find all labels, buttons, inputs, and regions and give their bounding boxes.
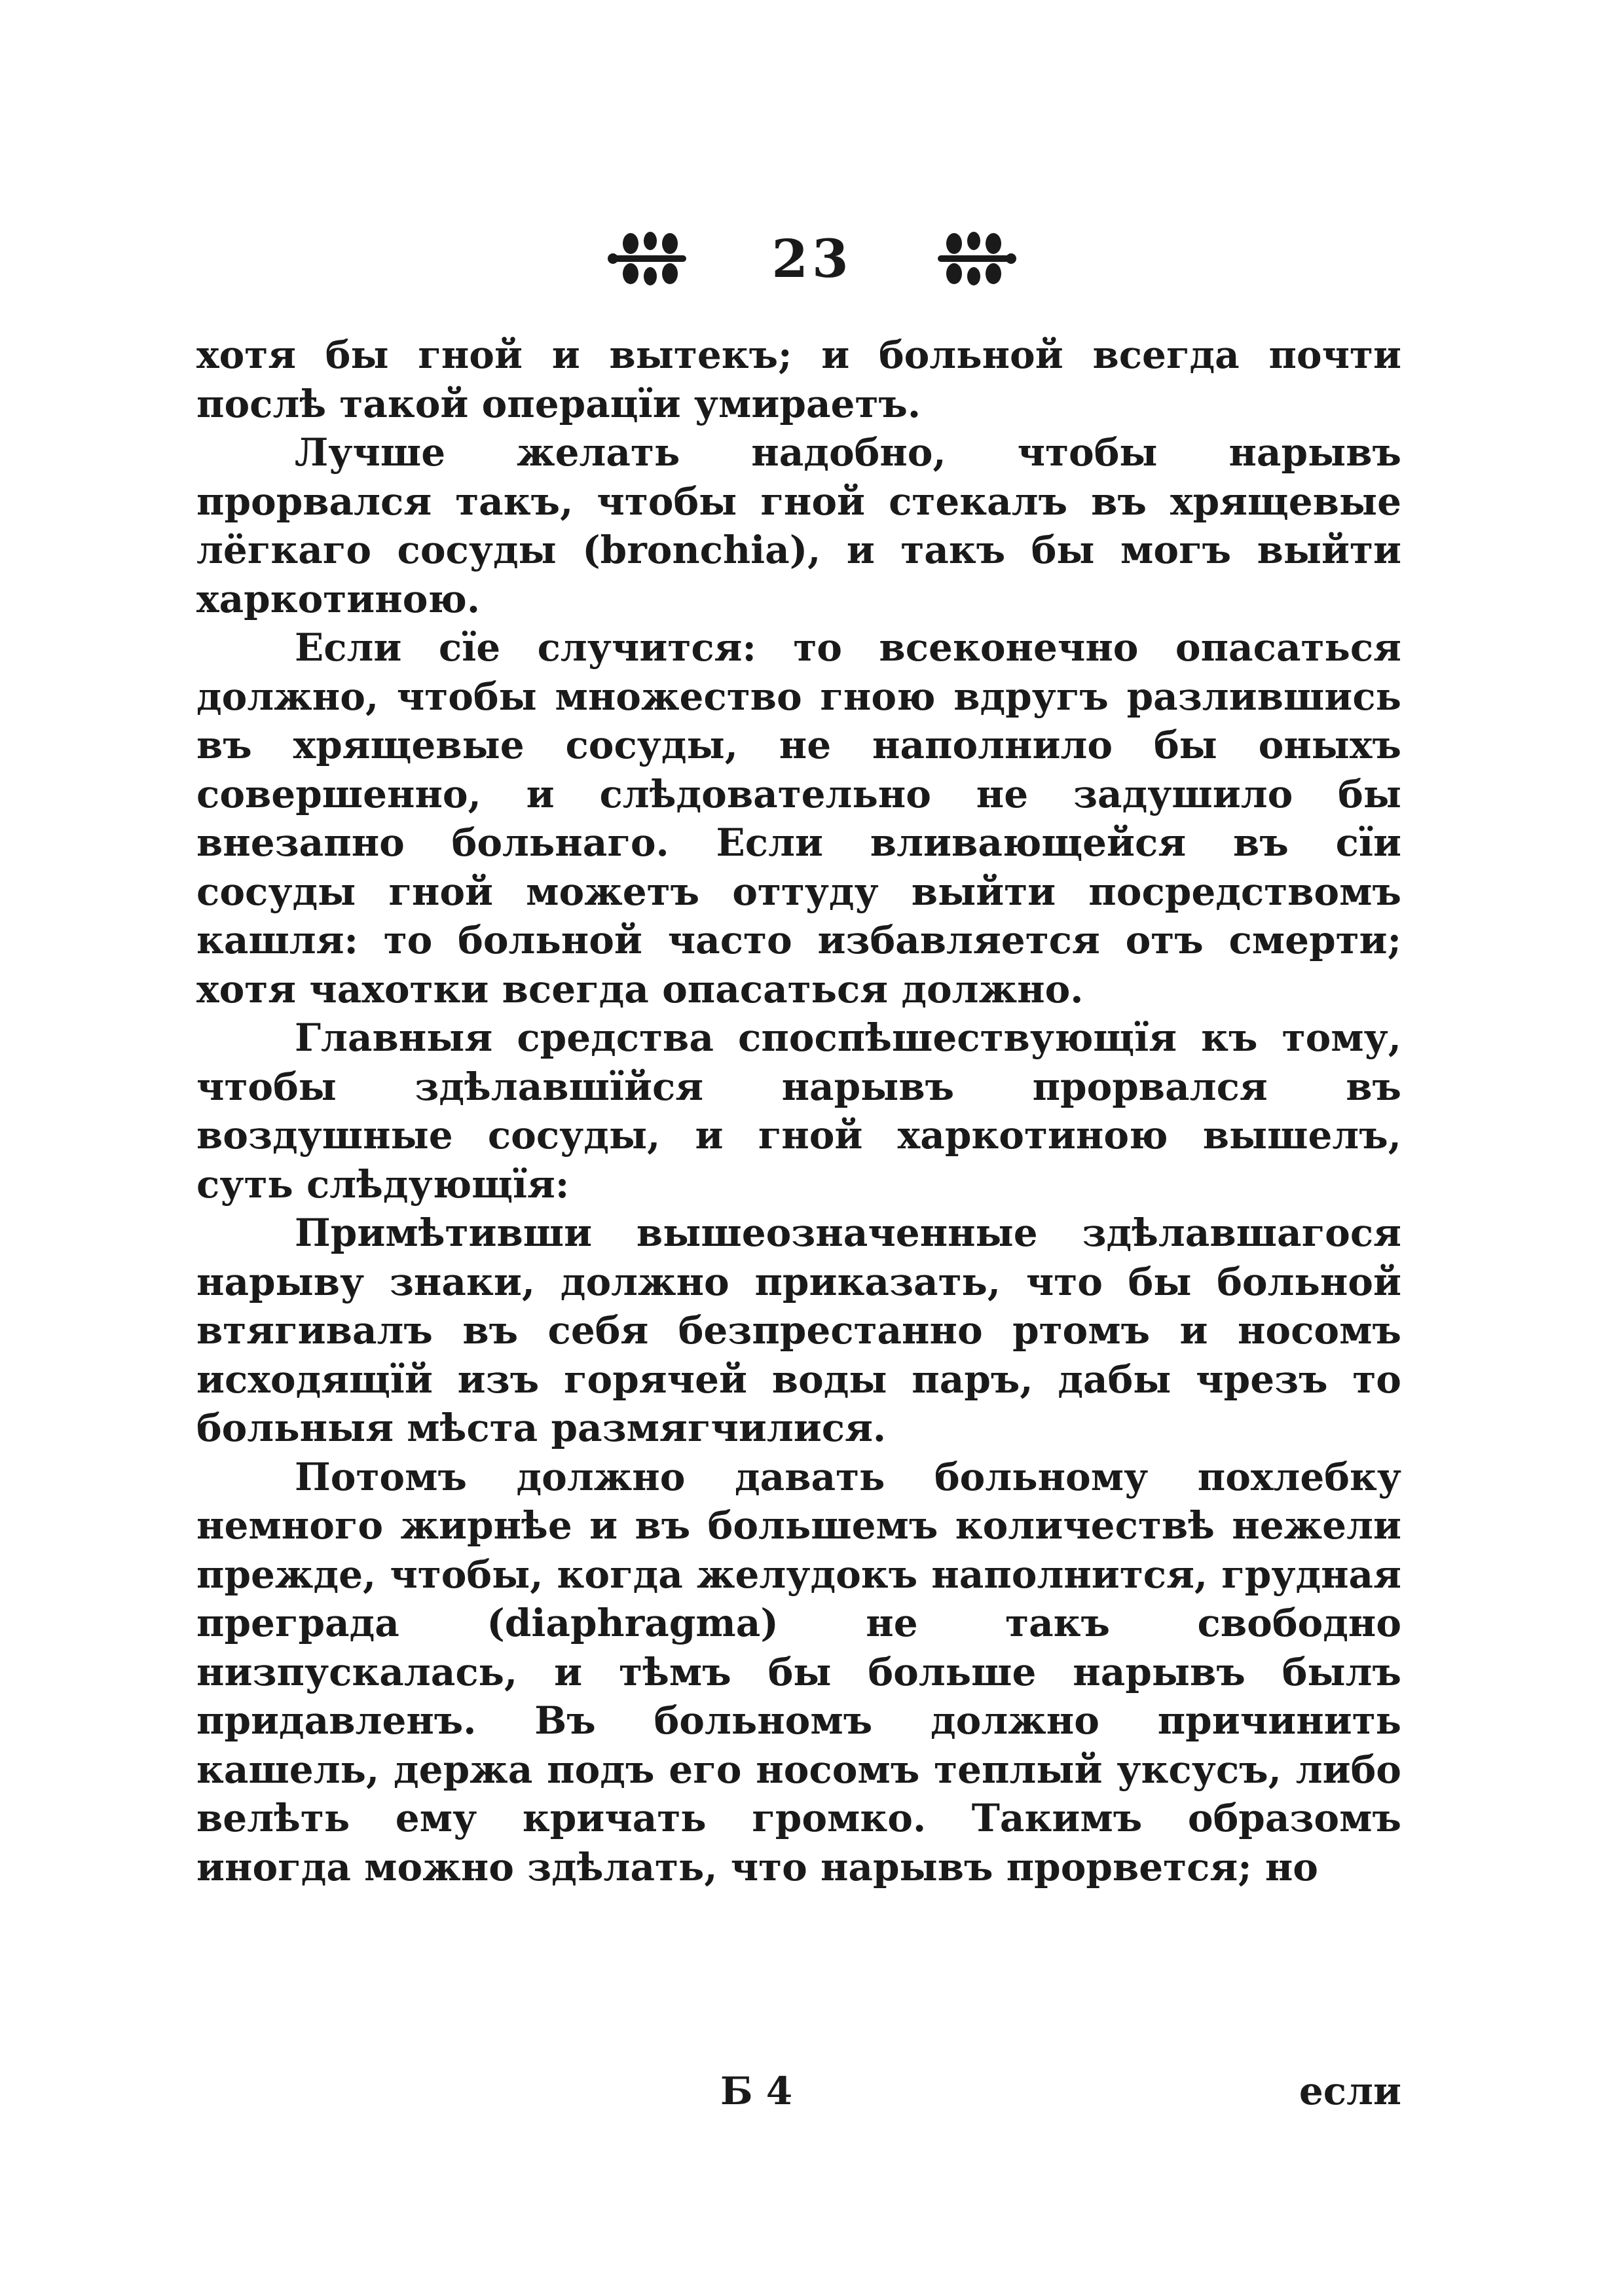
page-footer [196,2069,1401,2128]
paragraph: Лучше желать надобно, чтобы нарывъ прорвался такъ, чтобы гной стекалъ въ хрящевые лёгкаго сосуды (bronchia), и такъ бы могъ выйти харкотиною. [196,430,1401,621]
paragraph: Если сїе случится: то всеконечно опасаться должно, чтобы множество гною вдругъ разлившись въ хрящевые сосуды, не наполнило бы оныхъ совершенно, и слѣдовательно не задушило бы внезапно больнаго. Если вливающейся въ сїи сосуды гной можетъ оттуду выйти посредствомъ кашля: то больной часто избавляется отъ смерти; хотя чахотки всегда опасаться должно. [196,625,1401,1011]
signature-mark: Б 4 [720,2069,793,2113]
paragraph: Примѣтивши вышеозначенные здѣлавшагося нарыву знаки, должно приказать, что бы больной втягивалъ въ себя безпрестанно ртомъ и носомъ исходящїй изъ горячей воды паръ, дабы чрезъ то больныя мѣста размягчилися. [196,1211,1401,1450]
right-fleuron-icon [931,229,1016,288]
left-fleuron-icon [608,229,693,288]
page-header [0,216,1624,301]
paragraph: Потомъ должно давать больному похлебку немного жирнѣе и въ большемъ количествѣ нежели прежде, чтобы, когда желудокъ наполнится, грудная преграда (diaphragma) не такъ свободно низпускалась, и тѣмъ бы больше нарывъ былъ придавленъ. Въ больномъ должно причинить кашель, держа подъ его носомъ теплый уксусъ, либо велѣть ему кричать громко. Такимъ образомъ иногда можно здѣлать, что нарывъ прорвется; но [196,1454,1401,1889]
page-number: 23 [771,228,853,289]
paragraph: хотя бы гной и вытекъ; и больной всегда почти послѣ такой операцїи умираетъ. [196,333,1401,426]
catchword: если [1299,2069,1401,2113]
paragraph: Главныя средства споспѣшествующїя къ тому, чтобы здѣлавшїйся нарывъ прорвался въ воздушные сосуды, и гной харкотиною вышелъ, суть слѣдующїя: [196,1015,1401,1207]
body-text [196,331,1401,1891]
